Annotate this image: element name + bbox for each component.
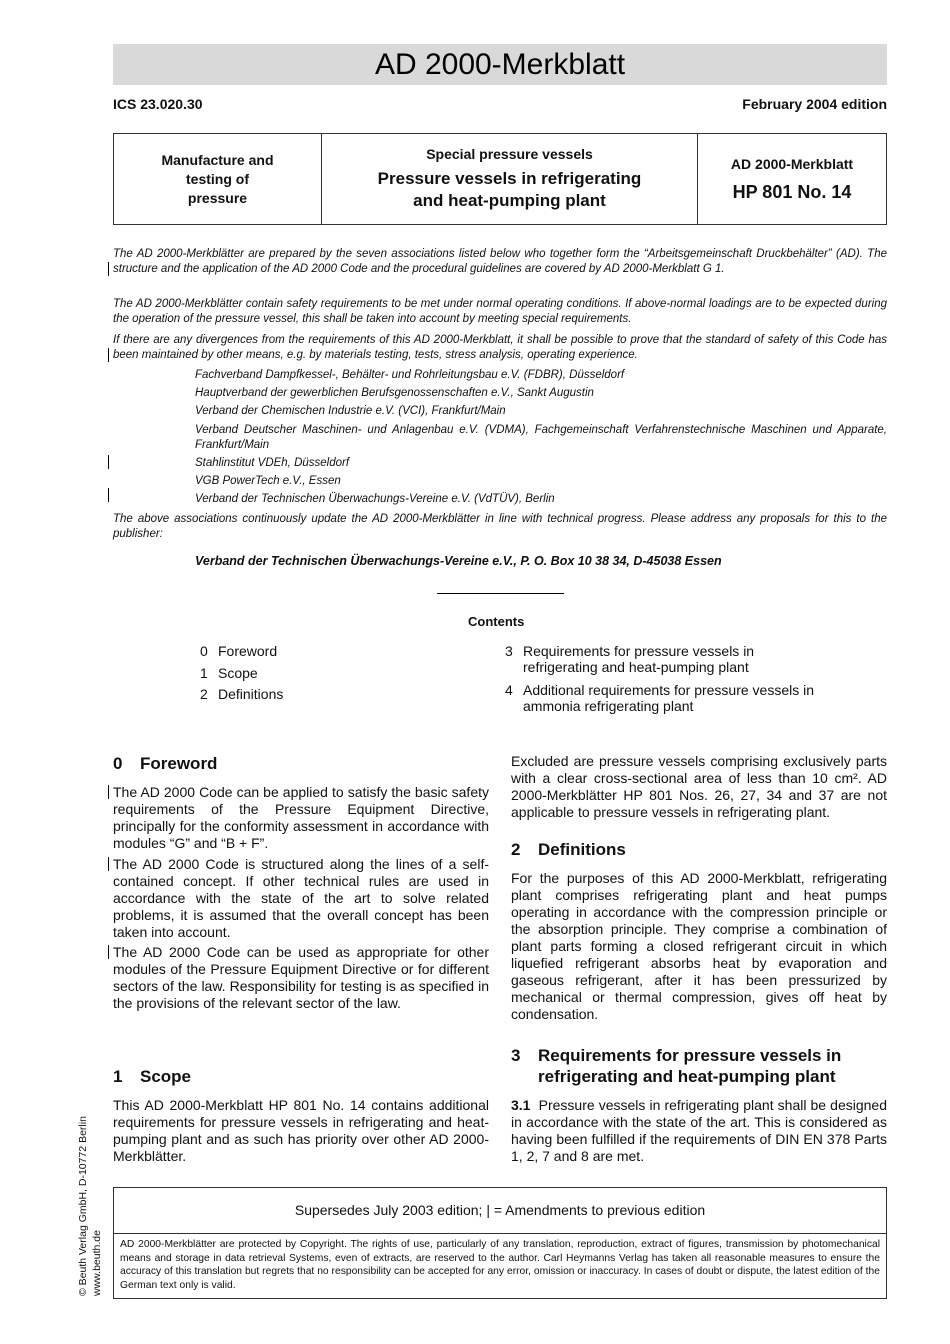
- publisher-line: © Beuth Verlag GmbH, D-10772 Berlin: [77, 1116, 89, 1296]
- section-heading-foreword: [113, 754, 217, 774]
- toc-number: 2: [200, 686, 208, 702]
- edition-date: February 2004 edition: [742, 96, 887, 112]
- foreword-paragraph: The AD 2000 Code is structured along the lines of a self-contained concept. If other technical rules are used in accordance with the state of the art to solve related problems, it is assumed that the overall concept has been taken into account.: [113, 856, 489, 940]
- section-title: Requirements for pressure vessels in: [538, 1046, 842, 1065]
- clause-paragraph: [511, 1097, 887, 1165]
- section-number: 3: [511, 1046, 521, 1065]
- clause-text: Pressure vessels in refrigerating plant shall be designed in accordance with the state of the art. This is considered as having been fulfilled if the requirements of DIN EN 378 Parts 1, 2, 7 and 8 are met.: [511, 1097, 887, 1164]
- toc-label: Foreword: [218, 643, 278, 659]
- amendment-mark: [108, 945, 109, 959]
- footer-box: [113, 1187, 887, 1299]
- supersedes-note: Supersedes July 2003 edition; | = Amendments to previous edition: [114, 1188, 886, 1234]
- section-number: 2: [511, 840, 521, 859]
- toc-label: Requirements for pressure vessels in refrigerating and heat-pumping plant: [523, 643, 755, 675]
- association-item: Hauptverband der gewerblichen Berufsgenossenschaften e.V., Sankt Augustin: [195, 387, 594, 399]
- amendment-mark: [108, 488, 109, 502]
- toc-item[interactable]: [505, 682, 815, 714]
- header-category-line: Manufacture and: [161, 151, 274, 168]
- header-subject-title: [378, 168, 642, 212]
- header-category-cell: [114, 134, 322, 224]
- toc-item[interactable]: [200, 665, 258, 682]
- ics-code: ICS 23.020.30: [113, 96, 203, 112]
- contents-title: Contents: [468, 614, 525, 629]
- section-title: Scope: [140, 1067, 192, 1086]
- header-table: [113, 133, 887, 225]
- toc-item[interactable]: [200, 643, 277, 660]
- foreword-paragraph: The AD 2000 Code can be used as appropriate for other modules of the Pressure Equipment Directive or for different sectors of the law. Responsibility for testing is as specified in the provisions of the relevant sector of the law.: [113, 944, 489, 1011]
- section-title: refrigerating and heat-pumping plant: [538, 1067, 836, 1086]
- toc-item[interactable]: [505, 643, 805, 675]
- document-title: AD 2000-Merkblatt: [113, 44, 887, 85]
- intro-paragraph: The AD 2000-Merkblätter contain safety requirements to be met under normal operating conditions. If above-normal loadings are to be expected during the operation of the pressure vessel, this shall be taken into account by meeting special requirements.: [113, 298, 887, 325]
- toc-number: 0: [200, 643, 208, 659]
- section-heading-scope: [113, 1067, 191, 1087]
- scope-paragraph: Excluded are pressure vessels comprising exclusively parts with a clear cross-sectional area of less than 10 cm². AD 2000-Merkblätter HP 801 Nos. 26, 27, 34 and 37 are not applicable to pressure vessels in refrigerating plant.: [511, 753, 887, 820]
- association-item: Stahlinstitut VDEh, Düsseldorf: [195, 457, 350, 469]
- intro-paragraph: If there are any divergences from the requirements of this AD 2000-Merkblatt, it shall be possible to prove that the standard of safety of this Code has been maintained by other means, e.g. by materials testing, tests, stress analysis, operating experience.: [113, 334, 887, 361]
- copyright-note: AD 2000-Merkblätter are protected by Copyright. The rights of use, particularly of any translation, reproduction, extract of figures, transmission by photomechanical means and storage in data retrieval Systems, even of extracts, are reserved to the author. Carl Heymanns Verlag has taken all reasonable measures to ensure the accuracy of this translation but regrets that no responsibility can be accepted for any error, omission or inaccuracy. In cases of doubt or dispute, the latest edition of the German text only is valid.: [120, 1239, 880, 1291]
- publisher-url[interactable]: www.beuth.de: [91, 1230, 103, 1296]
- amendment-mark: [108, 348, 109, 362]
- toc-item[interactable]: [200, 686, 283, 703]
- amendment-mark: [108, 455, 109, 469]
- association-item: VGB PowerTech e.V., Essen: [195, 475, 341, 487]
- scope-paragraph: This AD 2000-Merkblatt HP 801 No. 14 contains additional requirements for pressure vessels in refrigerating and heat-pumping plant and as such has priority over other AD 2000-Merkblätter.: [113, 1097, 489, 1164]
- amendment-mark: [108, 857, 109, 871]
- definitions-paragraph: For the purposes of this AD 2000-Merkblatt, refrigerating plant comprises refrigerating plant and heat pumps operating in accordance with the compression principle or the absorption principle. They comprise a combination of plant parts forming a closed refrigerant circuit in which liquefied refrigerant absorbs heat by evaporation and gaseous refrigerant, after it has been pressurized by mechanical or thermal compression, gives off heat by condensation.: [511, 870, 887, 1022]
- header-code-cell: [698, 134, 886, 224]
- amendment-mark: [108, 262, 109, 276]
- header-subject-line: Pressure vessels in refrigerating: [377, 169, 642, 188]
- intro-paragraph: The AD 2000-Merkblätter are prepared by the seven associations listed below who together form the “Arbeitsgemeinschaft Druckbehälter” (AD). The structure and the application of the AD 2000 Code and the procedural guidelines are covered by AD 2000-Merkblatt G 1.: [113, 248, 887, 275]
- section-heading-requirements: [511, 1045, 841, 1087]
- intro-paragraph: The above associations continuously update the AD 2000-Merkblätter in line with technical progress. Please address any proposals for this to the publisher:: [113, 513, 887, 540]
- foreword-paragraph: The AD 2000 Code can be applied to satisfy the basic safety requirements of the Pressure Equipment Directive, principally for the conformity assessment in accordance with modules “G” and “B + F”.: [113, 784, 489, 851]
- header-category-line: pressure: [187, 189, 248, 206]
- section-number: 0: [113, 754, 123, 773]
- divider: [437, 593, 564, 594]
- association-item: Verband der Chemischen Industrie e.V. (VCI), Frankfurt/Main: [195, 405, 506, 417]
- header-subject-line: and heat-pumping plant: [413, 191, 606, 210]
- header-code-series: AD 2000-Merkblatt: [730, 155, 854, 172]
- toc-label: Scope: [218, 665, 258, 681]
- clause-number: 3.1: [511, 1097, 531, 1113]
- toc-label: Definitions: [218, 686, 284, 702]
- association-item: Fachverband Dampfkessel-, Behälter- und Rohrleitungsbau e.V. (FDBR), Düsseldorf: [195, 369, 625, 381]
- publisher-address: Verband der Technischen Überwachungs-Vereine e.V., P. O. Box 10 38 34, D-45038 Essen: [195, 554, 722, 568]
- section-heading-definitions: [511, 840, 626, 860]
- association-item: Verband Deutscher Maschinen- und Anlagenbau e.V. (VDMA), Fachgemeinschaft Verfahrenstechnische Maschinen und Apparate, Frankfurt/Main: [195, 424, 887, 451]
- header-subject-cell: [322, 134, 698, 224]
- header-code-number: HP 801 No. 14: [732, 181, 852, 202]
- toc-number: 3: [505, 643, 513, 659]
- section-title: Definitions: [538, 840, 626, 859]
- association-item: Verband der Technischen Überwachungs-Vereine e.V. (VdTÜV), Berlin: [195, 493, 555, 505]
- header-subject-group: Special pressure vessels: [426, 146, 593, 162]
- amendment-mark: [108, 785, 109, 799]
- toc-label: Additional requirements for pressure vessels in ammonia refrigerating plant: [523, 682, 815, 714]
- section-title: Foreword: [140, 754, 218, 773]
- header-category-line: testing of: [186, 170, 249, 187]
- toc-number: 4: [505, 682, 513, 698]
- section-number: 1: [113, 1067, 123, 1086]
- toc-number: 1: [200, 665, 208, 681]
